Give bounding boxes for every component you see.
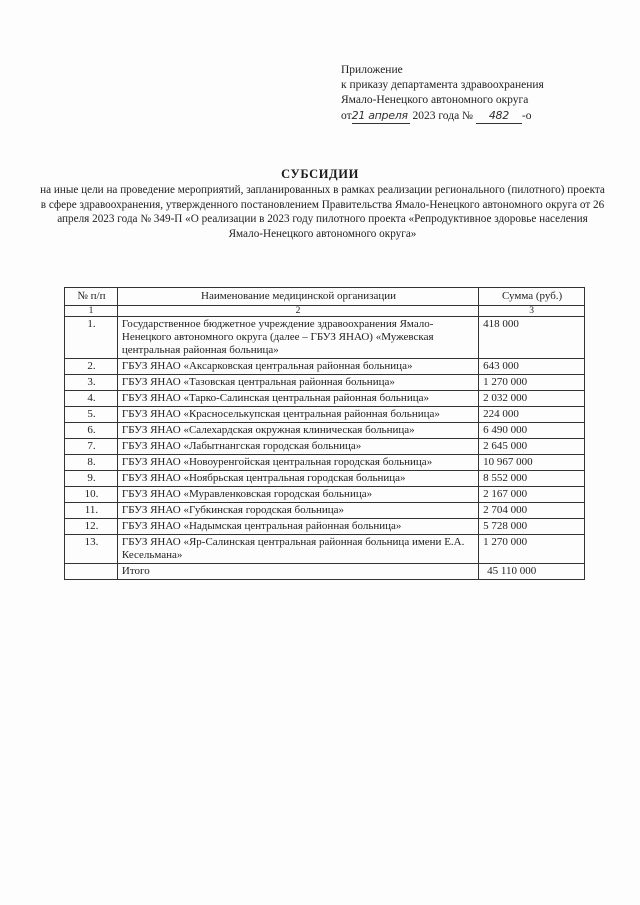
index-cell: 3: [479, 306, 585, 317]
organization-name: ГБУЗ ЯНАО «Тарко-Салинская центральная районная больница»: [117, 391, 478, 407]
row-number: 7.: [65, 439, 118, 455]
subsidy-sum: 418 000: [479, 317, 585, 359]
row-number: 5.: [65, 407, 118, 423]
organization-name: Государственное бюджетное учреждение здравоохранения Ямало-Ненецкого автономного округа (далее – ГБУЗ ЯНАО) «Мужевская центральная районная больница»: [117, 317, 478, 359]
table-index-row: [65, 306, 585, 317]
appendix-region: Ямало-Ненецкого автономного округа: [341, 94, 529, 106]
total-label: Итого: [117, 564, 478, 580]
organization-name: ГБУЗ ЯНАО «Ноябрьская центральная городская больница»: [117, 471, 478, 487]
subsidy-sum: 8 552 000: [479, 471, 585, 487]
subsidies-table: [64, 287, 585, 580]
appendix-year: 2023 года №: [409, 110, 474, 122]
organization-name: ГБУЗ ЯНАО «Красноселькупская центральная районная больница»: [117, 407, 478, 423]
row-number: 2.: [65, 359, 118, 375]
subsidy-sum: 5 728 000: [479, 519, 585, 535]
row-number: 6.: [65, 423, 118, 439]
organization-name: ГБУЗ ЯНАО «Тазовская центральная районная больница»: [117, 375, 478, 391]
header-sum: Сумма (руб.): [479, 288, 585, 306]
table-row: [65, 535, 585, 564]
table-row: [65, 439, 585, 455]
row-number: 8.: [65, 455, 118, 471]
table-row: [65, 317, 585, 359]
subsidy-sum: 2 167 000: [479, 487, 585, 503]
table-row: [65, 455, 585, 471]
table-row: [65, 423, 585, 439]
row-number: 13.: [65, 535, 118, 564]
total-sum: 45 110 000: [479, 564, 585, 580]
table-row: [65, 407, 585, 423]
row-number: 3.: [65, 375, 118, 391]
table-row: [65, 375, 585, 391]
organization-name: ГБУЗ ЯНАО «Яр-Салинская центральная районная больница имени Е.А. Кесельмана»: [117, 535, 478, 564]
table-header-row: [65, 288, 585, 306]
table-row: [65, 471, 585, 487]
organization-name: ГБУЗ ЯНАО «Губкинская городская больница»: [117, 503, 478, 519]
organization-name: ГБУЗ ЯНАО «Надымская центральная районная больница»: [117, 519, 478, 535]
row-number: 12.: [65, 519, 118, 535]
appendix-order-ref: к приказу департамента здравоохранения: [341, 79, 544, 91]
subsidy-sum: 10 967 000: [479, 455, 585, 471]
header-number: № п/п: [65, 288, 118, 306]
subsidy-sum: 6 490 000: [479, 423, 585, 439]
appendix-number-suffix: -о: [521, 110, 532, 122]
row-number: 1.: [65, 317, 118, 359]
handwritten-order-number: 482: [476, 108, 522, 124]
table-row: [65, 487, 585, 503]
appendix-date-prefix: от: [341, 110, 352, 122]
index-cell: 1: [65, 306, 118, 317]
organization-name: ГБУЗ ЯНАО «Муравленковская городская больница»: [117, 487, 478, 503]
subsidy-sum: 1 270 000: [479, 375, 585, 391]
handwritten-date: 21 апреля: [351, 109, 408, 122]
header-organization: Наименование медицинской организации: [117, 288, 478, 306]
document-subtitle: на иные цели на проведение мероприятий, запланированных в рамках реализации регионального (пилотного) проекта в сфере здравоохранения, утвержденного постановлением Правительства Ямало-Ненецкого автономного округа от 26 апреля 2023 года № 349-П «О реализации в 2023 году пилотного проекта «Репродуктивное здоровье населения Ямало-Ненецкого автономного округа»: [40, 184, 605, 240]
subsidy-sum: 2 032 000: [479, 391, 585, 407]
row-number: 11.: [65, 503, 118, 519]
row-number: 4.: [65, 391, 118, 407]
table-row: [65, 359, 585, 375]
total-number: [65, 564, 118, 580]
table-row: [65, 391, 585, 407]
table-row: [65, 503, 585, 519]
organization-name: ГБУЗ ЯНАО «Новоуренгойская центральная городская больница»: [117, 455, 478, 471]
table-row: [65, 519, 585, 535]
subsidy-sum: 2 704 000: [479, 503, 585, 519]
subsidy-sum: 224 000: [479, 407, 585, 423]
index-cell: 2: [117, 306, 478, 317]
subsidy-sum: 1 270 000: [479, 535, 585, 564]
appendix-date-line: [341, 108, 611, 124]
table-total-row: [65, 564, 585, 580]
appendix-header: [341, 63, 611, 124]
organization-name: ГБУЗ ЯНАО «Лабытнангская городская больница»: [117, 439, 478, 455]
subsidy-sum: 2 645 000: [479, 439, 585, 455]
organization-name: ГБУЗ ЯНАО «Салехардская окружная клиническая больница»: [117, 423, 478, 439]
document-title: СУБСИДИИ: [281, 167, 359, 181]
organization-name: ГБУЗ ЯНАО «Аксарковская центральная районная больница»: [117, 359, 478, 375]
subsidy-sum: 643 000: [479, 359, 585, 375]
row-number: 9.: [65, 471, 118, 487]
appendix-label: Приложение: [341, 64, 403, 76]
row-number: 10.: [65, 487, 118, 503]
